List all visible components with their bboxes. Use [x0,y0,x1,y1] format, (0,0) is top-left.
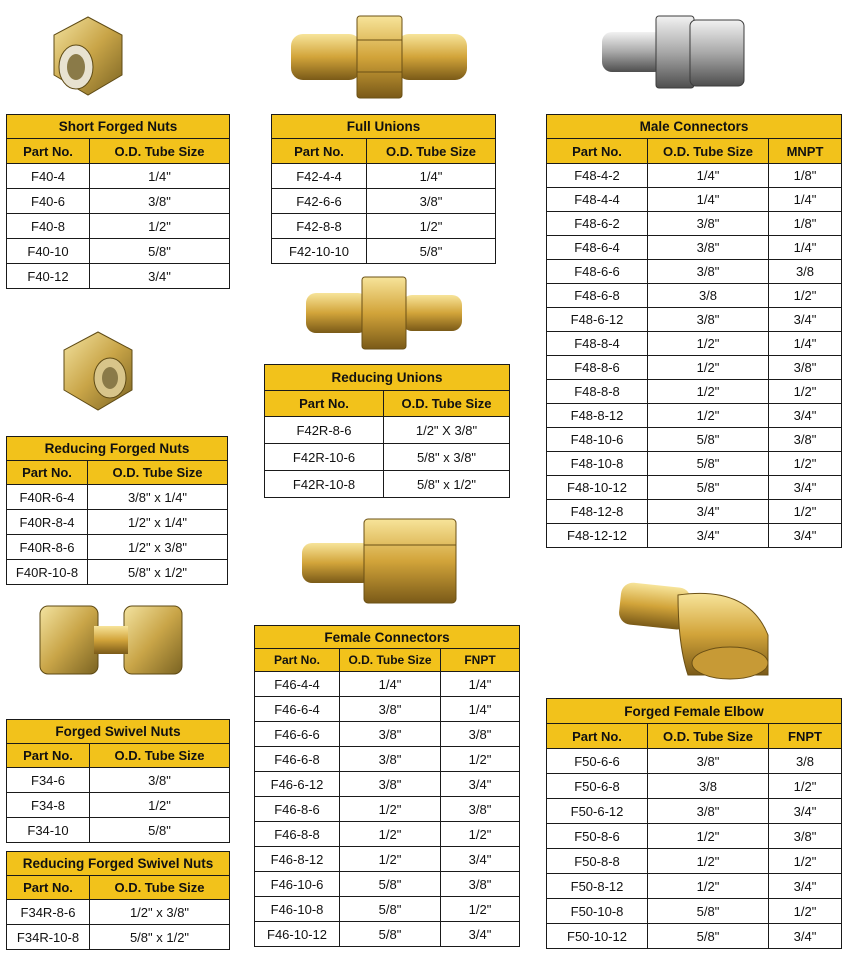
cropped-heading-fragment [0,0,200,2]
table-cell: 5/8" [648,476,769,500]
table-row [547,260,842,284]
table-row [255,747,520,772]
table-cell: F48-12-12 [547,524,648,548]
table-row [547,236,842,260]
table-cell: F50-6-8 [547,774,648,799]
table-cell: 3/4" [769,308,842,332]
column-header: Part No. [7,461,88,485]
table-title: Full Unions [272,115,496,139]
table-row [7,793,230,818]
full-union-image [287,10,472,102]
table-cell: F46-10-12 [255,922,340,947]
table-cell: 1/2" [648,849,769,874]
table-cell: F42-10-10 [272,239,367,264]
table-cell: F48-10-8 [547,452,648,476]
table-cell: F48-10-6 [547,428,648,452]
table-cell: F46-4-4 [255,672,340,697]
table-cell: F48-6-4 [547,236,648,260]
table-cell: 3/8" [648,236,769,260]
table-row [255,922,520,947]
table-cell: 1/2" [769,284,842,308]
table-cell: 3/8" [769,824,842,849]
table-cell: F42-4-4 [272,164,367,189]
table-cell: 3/8" [648,749,769,774]
table-cell: 5/8" [340,897,441,922]
table-row [547,524,842,548]
table-cell: F50-10-12 [547,924,648,949]
table-row [547,799,842,824]
table-cell: F40-4 [7,164,90,189]
table-cell: F46-6-12 [255,772,340,797]
male-connectors-table [546,114,842,548]
table-row [7,535,228,560]
table-cell: 3/4" [648,524,769,548]
table-cell: F42R-8-6 [265,417,384,444]
table-cell: 3/8" [340,772,441,797]
table-cell: 5/8" [340,872,441,897]
table-cell: 1/4" [769,236,842,260]
table-row [7,510,228,535]
column-header: Part No. [255,649,340,672]
table-cell: F40R-8-6 [7,535,88,560]
table-cell: 1/2" [648,404,769,428]
table-row [547,849,842,874]
table-cell: 5/8" [367,239,496,264]
table-row [7,264,230,289]
table-cell: F46-8-12 [255,847,340,872]
table-cell: F34R-10-8 [7,925,90,950]
table-title: Reducing Forged Nuts [7,437,228,461]
table-cell: 3/8 [648,284,769,308]
column-header: O.D. Tube Size [340,649,441,672]
table-cell: 1/2" [367,214,496,239]
table-row [547,824,842,849]
table-cell: 3/8" [441,872,520,897]
table-cell: 1/2" x 3/8" [90,900,230,925]
table-cell: 3/8" [340,747,441,772]
female-connectors-table [254,625,520,947]
column-header: O.D. Tube Size [88,461,228,485]
table-cell: 1/2" [769,899,842,924]
table-row [7,214,230,239]
table-row [547,332,842,356]
table-cell: F34-10 [7,818,90,843]
table-cell: F42R-10-8 [265,471,384,498]
table-title: Reducing Unions [265,365,510,391]
table-row [547,164,842,188]
table-cell: 1/2" [769,849,842,874]
reducing-unions-table [264,364,510,498]
table-cell: F46-6-8 [255,747,340,772]
table-cell: F42-8-8 [272,214,367,239]
table-row [272,214,496,239]
table-cell: 3/8" [648,308,769,332]
column-header: FNPT [441,649,520,672]
table-cell: F48-6-2 [547,212,648,236]
column-header: MNPT [769,139,842,164]
table-cell: 1/2" x 3/8" [88,535,228,560]
table-row [547,380,842,404]
table-cell: 3/8" [340,722,441,747]
table-cell: F42R-10-6 [265,444,384,471]
short-forged-nut-image [48,15,128,97]
table-cell: 3/4" [769,404,842,428]
table-cell: 1/8" [769,212,842,236]
table-cell: 3/4" [769,799,842,824]
table-row [255,822,520,847]
column-header: O.D. Tube Size [648,724,769,749]
table-cell: 1/2" [340,797,441,822]
table-cell: 3/4" [769,476,842,500]
table-cell: 3/8" [648,260,769,284]
table-row [272,239,496,264]
female-elbow-image [618,575,778,685]
table-row [7,164,230,189]
table-cell: F40R-10-8 [7,560,88,585]
column-header: Part No. [265,391,384,417]
table-cell: 1/4" [340,672,441,697]
table-cell: F48-8-12 [547,404,648,428]
table-cell: F40-6 [7,189,90,214]
table-row [547,899,842,924]
column-header: FNPT [769,724,842,749]
table-cell: 1/2" [648,356,769,380]
table-row [7,925,230,950]
table-row [7,485,228,510]
table-cell: 3/8" [648,212,769,236]
table-cell: 1/4" [648,164,769,188]
table-cell: 3/8 [769,749,842,774]
column-header: Part No. [7,876,90,900]
table-cell: F48-8-4 [547,332,648,356]
column-header: O.D. Tube Size [367,139,496,164]
forged-swivel-nuts-table [6,719,230,843]
table-title: Male Connectors [547,115,842,139]
table-cell: 5/8" [648,924,769,949]
table-cell: F48-6-12 [547,308,648,332]
table-cell: F48-4-4 [547,188,648,212]
table-title: Forged Female Elbow [547,699,842,724]
table-cell: 3/4" [648,500,769,524]
table-row [547,476,842,500]
table-cell: F40-8 [7,214,90,239]
table-row [255,672,520,697]
table-cell: F46-6-4 [255,697,340,722]
table-row [547,284,842,308]
table-cell: 1/2" [340,822,441,847]
table-title: Female Connectors [255,626,520,649]
table-cell: 5/8" x 1/2" [90,925,230,950]
table-cell: F34-8 [7,793,90,818]
table-cell: 5/8" [340,922,441,947]
table-cell: F48-4-2 [547,164,648,188]
table-cell: 3/8" [90,768,230,793]
male-connector-image [598,8,748,96]
table-cell: 1/2" [648,874,769,899]
table-row [547,356,842,380]
table-cell: 1/2" [90,793,230,818]
table-row [255,847,520,872]
table-cell: 5/8" [90,818,230,843]
table-cell: 5/8" x 1/2" [88,560,228,585]
table-cell: F50-8-8 [547,849,648,874]
column-header: Part No. [547,724,648,749]
table-cell: F50-8-12 [547,874,648,899]
table-cell: 3/8 [648,774,769,799]
table-cell: F46-8-8 [255,822,340,847]
table-title: Short Forged Nuts [7,115,230,139]
table-row [547,404,842,428]
table-cell: F46-8-6 [255,797,340,822]
table-cell: F50-10-8 [547,899,648,924]
reducing-forged-swivel-nuts-table [6,851,230,950]
table-cell: 5/8" [90,239,230,264]
column-header: Part No. [7,139,90,164]
table-cell: 1/4" [441,697,520,722]
table-cell: 1/2" [441,897,520,922]
table-cell: 1/2" [648,380,769,404]
table-cell: 5/8" [648,899,769,924]
reducing-forged-nuts-table [6,436,228,585]
table-cell: 3/8" [367,189,496,214]
table-row [7,189,230,214]
table-row [272,164,496,189]
table-cell: 1/2" [648,332,769,356]
table-cell: F46-10-8 [255,897,340,922]
reducing-forged-nut-image [60,330,138,412]
table-row [547,500,842,524]
table-cell: 1/2" [769,774,842,799]
column-header: Part No. [272,139,367,164]
table-cell: F50-6-12 [547,799,648,824]
table-cell: 5/8" x 3/8" [384,444,510,471]
table-cell: 3/8" [648,799,769,824]
table-cell: 3/8" [340,697,441,722]
column-header: O.D. Tube Size [90,139,230,164]
table-cell: 1/2" [648,824,769,849]
table-row [7,900,230,925]
table-row [547,924,842,949]
table-cell: 5/8" [648,452,769,476]
column-header: O.D. Tube Size [384,391,510,417]
full-unions-table [271,114,496,264]
table-row [547,428,842,452]
table-cell: 1/4" [769,188,842,212]
table-cell: F40-12 [7,264,90,289]
column-header: O.D. Tube Size [90,876,230,900]
table-cell: 3/4" [769,924,842,949]
table-row [255,872,520,897]
table-row [547,212,842,236]
table-row [255,772,520,797]
table-cell: 1/4" [367,164,496,189]
table-cell: 1/2" [769,452,842,476]
forged-female-elbow-table [546,698,842,949]
table-row [255,897,520,922]
table-cell: 1/2" [90,214,230,239]
table-row [255,697,520,722]
table-cell: 3/4" [90,264,230,289]
table-cell: 1/2" [441,822,520,847]
table-cell: F48-6-6 [547,260,648,284]
table-cell: 1/2" [769,380,842,404]
table-cell: F48-12-8 [547,500,648,524]
table-cell: 1/4" [90,164,230,189]
table-cell: F48-8-8 [547,380,648,404]
table-title: Forged Swivel Nuts [7,720,230,744]
table-cell: F48-10-12 [547,476,648,500]
column-header: O.D. Tube Size [90,744,230,768]
table-cell: F50-6-6 [547,749,648,774]
table-cell: 3/4" [769,524,842,548]
table-row [7,239,230,264]
table-cell: F40R-8-4 [7,510,88,535]
table-cell: F42-6-6 [272,189,367,214]
table-title: Reducing Forged Swivel Nuts [7,852,230,876]
table-cell: 3/8" [769,428,842,452]
table-row [547,188,842,212]
table-row [265,444,510,471]
table-cell: 3/8" x 1/4" [88,485,228,510]
table-row [265,471,510,498]
table-cell: 1/2" [769,500,842,524]
table-cell: F34-6 [7,768,90,793]
table-row [547,452,842,476]
table-cell: 3/8" [769,356,842,380]
table-row [7,818,230,843]
table-cell: 1/2" X 3/8" [384,417,510,444]
table-cell: 1/4" [441,672,520,697]
table-row [547,874,842,899]
table-cell: F40-10 [7,239,90,264]
table-cell: 1/2" x 1/4" [88,510,228,535]
table-cell: 1/2" [340,847,441,872]
table-row [255,797,520,822]
table-cell: 3/8" [441,722,520,747]
table-row [547,749,842,774]
female-connector-image [298,515,463,607]
forged-swivel-nut-image [36,600,186,680]
table-cell: F40R-6-4 [7,485,88,510]
table-cell: 3/8" [90,189,230,214]
table-cell: 3/4" [441,772,520,797]
table-cell: 1/4" [648,188,769,212]
column-header: Part No. [7,744,90,768]
table-cell: F34R-8-6 [7,900,90,925]
table-row [547,308,842,332]
table-cell: 1/2" [441,747,520,772]
table-cell: 1/8" [769,164,842,188]
table-cell: 3/8 [769,260,842,284]
table-cell: F48-8-6 [547,356,648,380]
table-cell: F48-6-8 [547,284,648,308]
column-header: Part No. [547,139,648,164]
table-cell: F46-6-6 [255,722,340,747]
table-cell: 3/4" [441,922,520,947]
table-row [272,189,496,214]
table-cell: 3/4" [441,847,520,872]
table-row [7,768,230,793]
table-cell: F50-8-6 [547,824,648,849]
short-forged-nuts-table [6,114,230,289]
reducing-union-image [302,273,467,353]
table-cell: 1/4" [769,332,842,356]
table-cell: 3/4" [769,874,842,899]
table-cell: 5/8" [648,428,769,452]
table-cell: 3/8" [441,797,520,822]
table-row [265,417,510,444]
table-row [255,722,520,747]
table-row [547,774,842,799]
column-header: O.D. Tube Size [648,139,769,164]
table-row [7,560,228,585]
table-cell: 5/8" x 1/2" [384,471,510,498]
table-cell: F46-10-6 [255,872,340,897]
